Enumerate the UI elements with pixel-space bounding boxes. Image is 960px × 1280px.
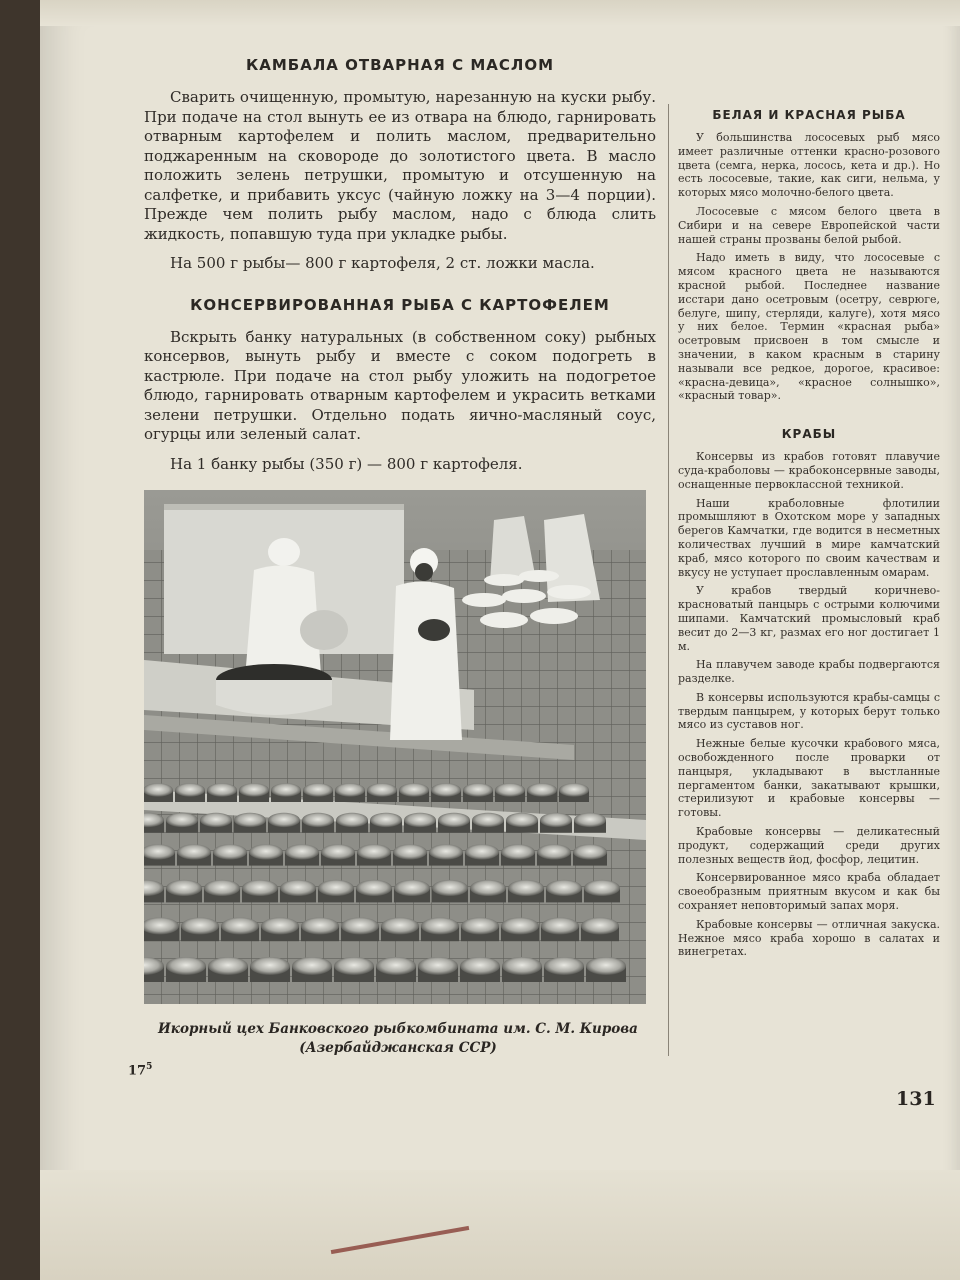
page-number: 131 [896,1088,936,1110]
sidebar1-paragraph: Лососевые с мясом белого цвета в Сибири и на севере Европейской части нашей страны прозваны белой рыбой. [678,204,940,246]
sidebar1-title: БЕЛАЯ И КРАСНАЯ РЫБА [712,108,906,122]
sidebar2-paragraph: Консервированное мясо краба обладает своеобразным приятным вкусом и как бы сохраняет неповторимый запах моря. [678,871,940,913]
signature-number: 17 [128,1063,147,1079]
sidebar2-title: КРАБЫ [781,427,837,442]
factory-photo-illustration [144,490,646,1004]
column-divider [668,104,669,1056]
sidebar2-paragraph: Крабовые консервы — деликатесный продукт, содержащий среди других полезных веществ йод, фосфор, лецитин. [678,825,940,866]
article2-body: Вскрыть банку натуральных (в собственном соку) рыбных консервов, вынуть рыбу и вместе с соком подогреть в кастрюле. При подаче на стол рыбу уложить на подогретое блюдо, гарнировать отварным картофелем и украсить ветками зелени петрушки. Отдельно подать яично-масляный соус, огурцы или зеленый салат. [144,327,656,443]
sidebar2-paragraph: Нежные белые кусочки крабового мяса, освобожденного после проварки от панцыря, укладывают в выстланные пергаментом банки, закатывают крышки, стерилизуют и крабовые консервы — готовы. [678,737,940,820]
caption-line-1: Икорный цех Банковского рыбкомбината им. С. М. Кирова [158,1021,638,1037]
sidebar2-paragraph: На плавучем заводе крабы подвергаются разделке. [678,658,940,686]
article2-title: КОНСЕРВИРОВАННАЯ РЫБА С КАРТОФЕЛЕМ [190,295,610,314]
sidebar1-paragraph: Надо иметь в виду, что лососевые с мясом красного цвета не называются красной рыбой. Последнее название исстари дано осетровым (осетру, севрюге, белуге, шипу, стерляди, калуге), хотя мясо у них белое. Термин «красная рыба» осетровым присвоен в том смысле и значении, в каком красным в старину называли все редкое, дорогое, красивое: «красна-девица», «красное солнышко», «красный товар». [678,251,940,403]
article2-proportion: На 1 банку рыбы (350 г) — 800 г картофеля. [170,454,523,473]
article1-body: Сварить очищенную, промытую, нарезанную на куски рыбу. При подаче на стол вынуть ее из отвара на блюдо, гарнировать отварным картофелем и полить маслом, предварительно поджаренным на сковороде до золотистого цвета. В масло положить зелень петрушки, промытую и отсушенную на салфетке, и прибавить уксус (чайную ложку на 3—4 порции). Прежде чем полить рыбу маслом, надо с блюда слить жидкость, попавшую туда при укладке рыбы. [144,88,656,243]
page-top-edge [40,0,960,26]
sidebar2-paragraph: У крабов твердый коричнево-красноватый панцырь с острыми колючими шипами. Камчатский промысловый краб весит до 2—3 кг, размах его ног достигает 1 м. [678,584,940,653]
signature-superscript: 5 [146,1062,153,1072]
printer-signature [128,1062,152,1078]
sidebar2-paragraph: Наши краболовные флотилии промышляют в Охотском море у западных берегов Камчатки, где водится в несметных количествах лучший в мире камчатский краб, мясо которого по своим качествам и вкусу не уступает прославленным омарам. [678,496,940,579]
article1-proportion: На 500 г рыбы— 800 г картофеля, 2 ст. ложки масла. [170,254,595,272]
sidebar1-paragraph: У большинства лососевых рыб мясо имеет различные оттенки красно-розового цвета (семга, нерка, лосось, кета и др.). Но есть лососевые, такие, как сиги, нельма, у которых мясо молочно-белого цвета. [678,131,940,200]
sidebar2-paragraph: Крабовые консервы — отличная закуска. Нежное мясо краба хорошо в салатах и винегретах. [678,917,940,959]
sidebar-column [678,108,940,964]
main-column [144,56,656,474]
sidebar2-paragraph: Консервы из крабов готовят плавучие суда-краболовы — крабоконсервные заводы, оснащенные первоклассной техникой. [678,450,940,491]
caption-line-2: (Азербайджанская ССР) [299,1040,497,1056]
page-bottom-shade [40,1170,960,1280]
photo-caption [138,1020,658,1058]
factory-photo [144,490,646,1004]
sidebar2-paragraph: В консервы используются крабы-самцы с твердым панцырем, у которых берут только мясо из суставов ног. [678,690,940,732]
article1-title: КАМБАЛА ОТВАРНАЯ С МАСЛОМ [246,56,554,74]
